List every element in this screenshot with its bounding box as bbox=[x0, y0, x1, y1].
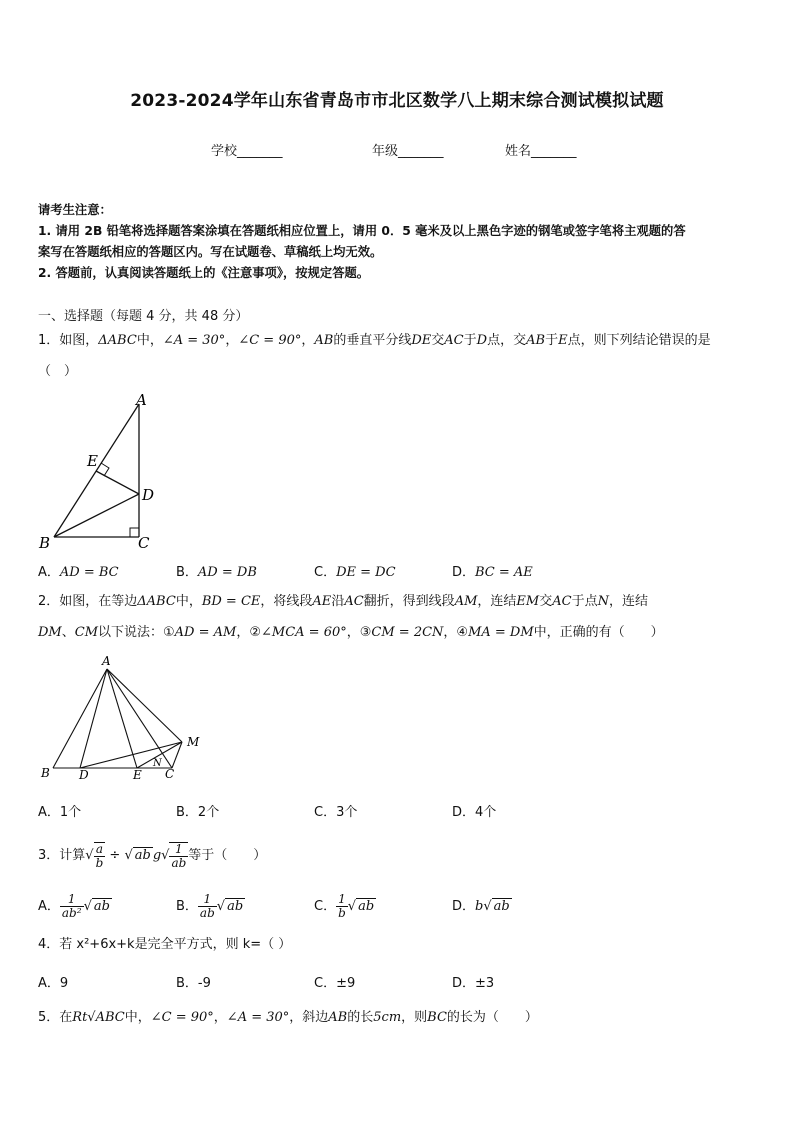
q4-option-c: C．±9 bbox=[314, 976, 356, 991]
name-field: 姓名_______ bbox=[505, 144, 577, 159]
q3-option-c: C． $\frac{1}{b}$ √ ab bbox=[314, 892, 375, 920]
school-field: 学校_______ bbox=[211, 144, 283, 159]
question-5-stem: 5．在Rt√ABC中，∠C = 90°，∠A = 30°，斜边AB的长5cm，则BC的长为（ ） bbox=[38, 1010, 538, 1025]
q3-option-a: A． $\frac{1}{\text{ab²}}$ √ ab bbox=[38, 892, 110, 920]
side-ab bbox=[54, 404, 139, 537]
notice-item-1a: 1. 请用 2B 铅笔将选择题答案涂填在答题纸相应位置上，请用 0．5 毫米及以上黑色字迹的钢笔或签字笔将主观题的答 bbox=[38, 224, 686, 238]
label-d: D bbox=[79, 768, 89, 782]
question-1-paren: （ ） bbox=[38, 364, 78, 379]
label-n: N bbox=[153, 758, 162, 769]
section-title: 一、选择题（每题 4 分，共 48 分） bbox=[38, 309, 249, 324]
q1-option-c: C．DE = DC bbox=[314, 565, 396, 580]
label-c: C bbox=[165, 767, 175, 781]
label-d: D bbox=[142, 486, 155, 504]
q2-option-d: D．4个 bbox=[452, 805, 497, 820]
sqrt-one-over-ab: √ $\frac{1}{ab}$ bbox=[161, 841, 187, 870]
label-b: B bbox=[39, 534, 51, 552]
q2-option-c: C．3个 bbox=[314, 805, 358, 820]
q4-option-d: D．±3 bbox=[452, 976, 495, 991]
q4-option-a: A．9 bbox=[38, 976, 69, 991]
segment-cm bbox=[172, 742, 182, 768]
notice-item-2: 2. 答题前，认真阅读答题纸上的《注意事项》，按规定答题。 bbox=[38, 266, 370, 280]
label-e: E bbox=[133, 768, 142, 782]
sqrt-a-over-b: √ $\frac{a}{b}$ bbox=[85, 841, 104, 870]
label-e: E bbox=[87, 452, 98, 470]
q1-option-a: A．AD = BC bbox=[38, 565, 119, 580]
q1-option-b: B．AD = DB bbox=[176, 565, 257, 580]
q2-option-b: B．2个 bbox=[176, 805, 220, 820]
grade-field: 年级_______ bbox=[372, 144, 444, 159]
label-a: A bbox=[136, 391, 147, 409]
notice-heading: 请考生注意： bbox=[38, 203, 112, 217]
page-title: 2023-2024学年山东省青岛市市北区数学八上期末综合测试模拟试题 bbox=[130, 91, 664, 111]
q1-option-d: D．BC = AE bbox=[452, 565, 533, 580]
label-b: B bbox=[41, 766, 50, 780]
segment-dm bbox=[80, 742, 182, 768]
question-2-figure bbox=[36, 652, 216, 784]
segment-bd bbox=[54, 494, 139, 537]
sqrt-ab: √ ab bbox=[124, 848, 151, 863]
question-3-stem: 3．计算√ $\frac{a}{b}$ ÷ √ ab g√ $\frac{1}{ab}$ 等于（ ） bbox=[38, 841, 267, 870]
question-1-stem: 1．如图，ΔABC中，∠A = 30°，∠C = 90°，AB的垂直平分线DE交AC于D点，交AB于E点，则下列结论错误的是 bbox=[38, 333, 711, 348]
q4-option-b: B．-9 bbox=[176, 976, 211, 991]
notice-item-1b: 案写在答题纸相应的答题区内。写在试题卷、草稿纸上均无效。 bbox=[38, 245, 383, 259]
segment-de bbox=[96, 471, 139, 494]
label-m: M bbox=[187, 735, 200, 749]
side-ab bbox=[53, 669, 107, 768]
question-1-figure bbox=[34, 388, 164, 556]
q3-option-d: D．b√ ab bbox=[452, 899, 510, 914]
question-2-stem-line2: DM、CM以下说法：①AD = AM，②∠MCA = 60°，③CM = 2CN，④MA = DM中，正确的有（ ） bbox=[38, 625, 664, 640]
segment-ad bbox=[80, 669, 107, 768]
label-a: A bbox=[102, 654, 111, 668]
label-c: C bbox=[138, 534, 150, 552]
question-4-stem: 4．若 x²+6x+k是完全平方式，则 k=（ ） bbox=[38, 937, 292, 952]
q2-option-a: A．1个 bbox=[38, 805, 82, 820]
question-2-stem-line1: 2．如图，在等边ΔABC中，BD = CE，将线段AE沿AC翻折，得到线段AM，连结EM交AC于点N，连结 bbox=[38, 594, 648, 609]
q3-option-b: B． $\frac{1}{ab}$ √ ab bbox=[176, 892, 244, 920]
